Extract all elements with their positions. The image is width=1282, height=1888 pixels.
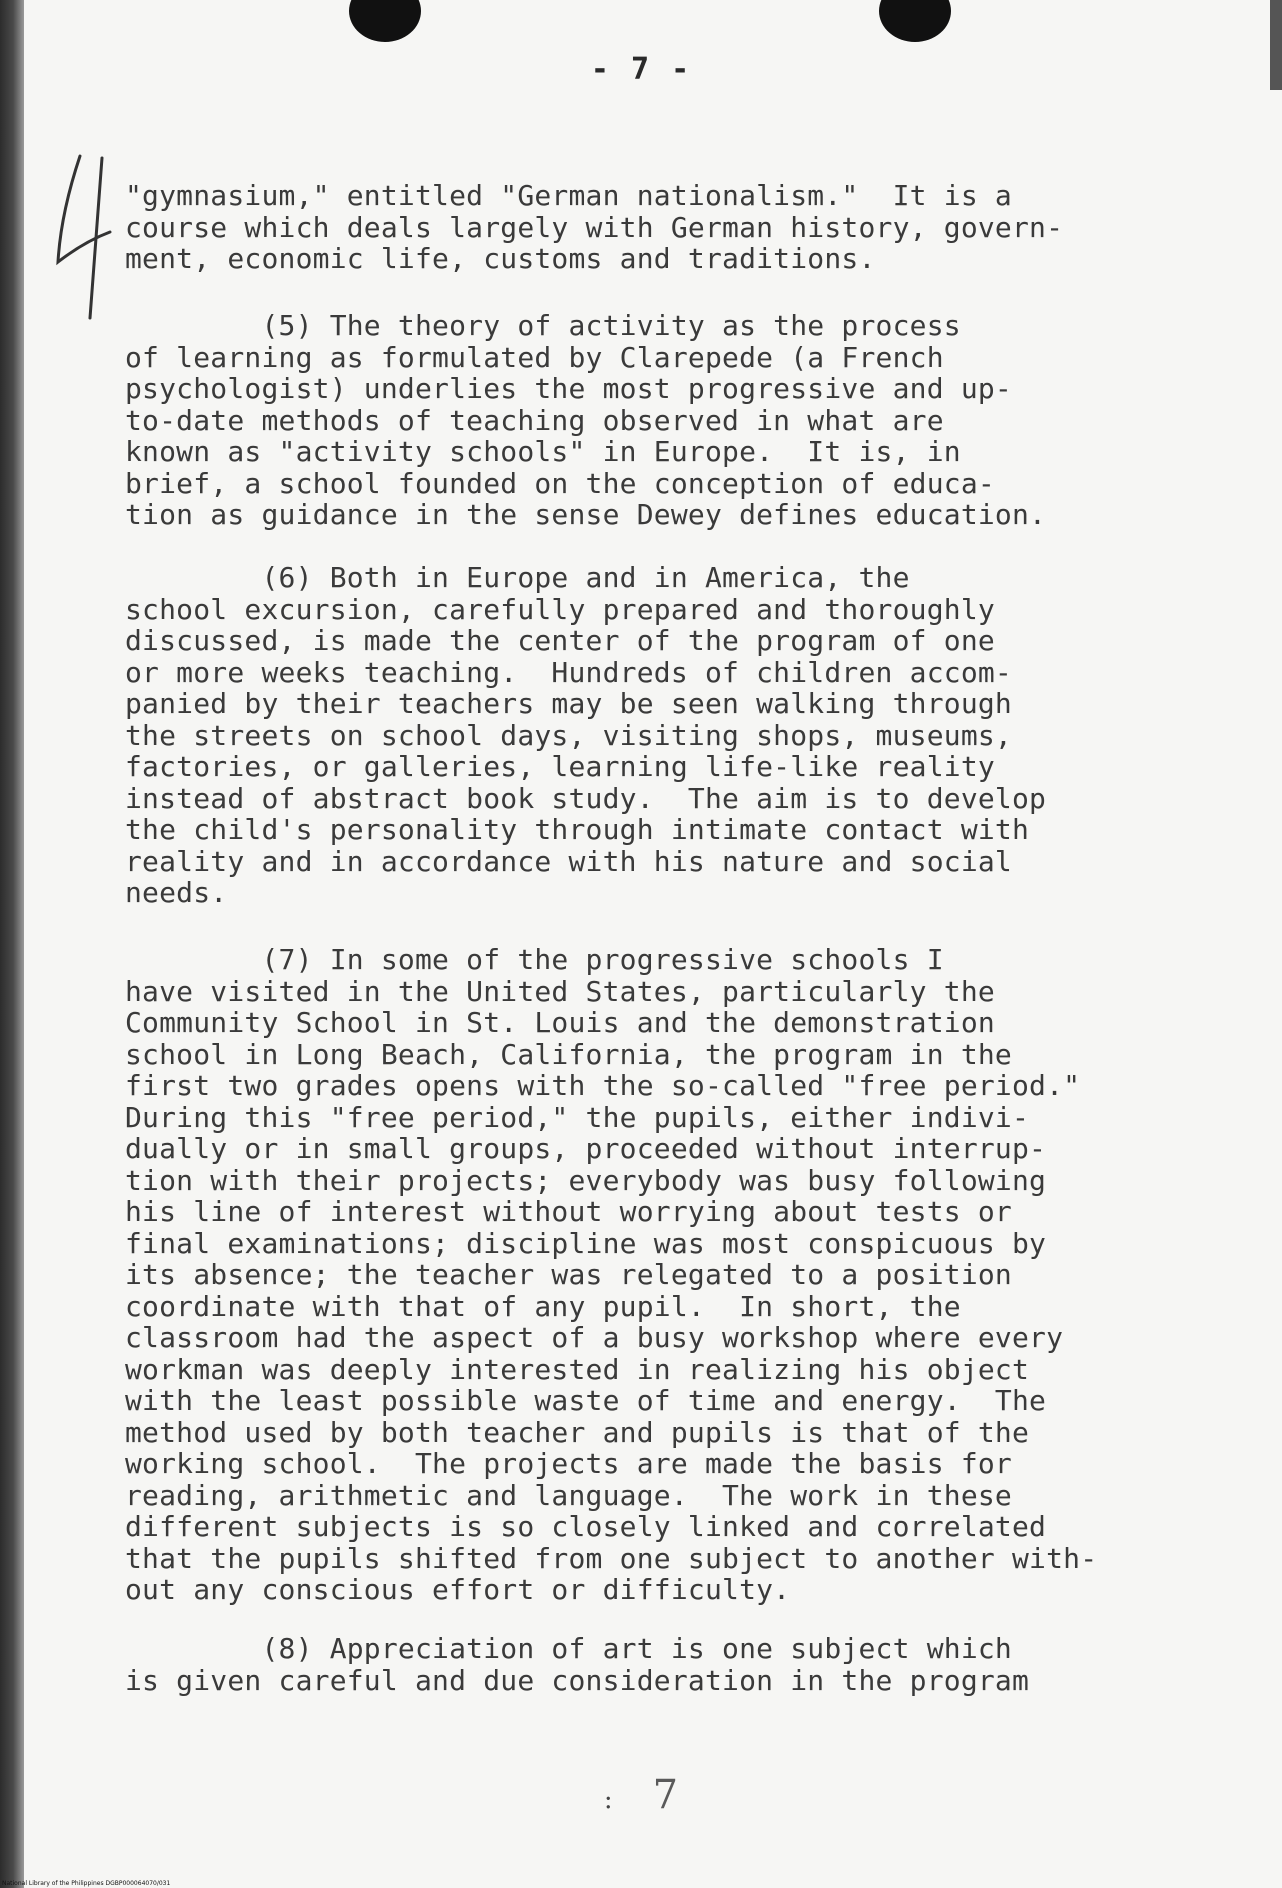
footer-page-number: 7 <box>652 1772 679 1818</box>
punch-hole-left <box>349 0 421 42</box>
archive-caption: National Library of the Philippines DGBP000064070/031 <box>2 1880 171 1887</box>
paragraph-5: (5) The theory of activity as the process of learning as formulated by Clarepede (a French psychologist) underlies the most progressive and up- to-date methods of teaching observed in what are known as "activity schools" in Europe. It is, in brief, a school founded on the conception of educa- tion as guidance in the sense Dewey defines education. <box>125 309 1047 531</box>
paragraph-8: (8) Appreciation of art is one subject which is given careful and due consideration in the program <box>125 1632 1030 1697</box>
paragraph-7: (7) In some of the progressive schools I have visited in the United States, particularly the Community School in St. Louis and the demonstration school in Long Beach, California, the program in the first two grades opens with the so-called "free period." During this "free period," the pupils, either indivi- dually or in small groups, proceeded without interrup- tion with their projects; everybody was busy following his line of interest without worrying about tests or final examinations; discipline was most conspicuous by its absence; the teacher was relegated to a position coordinate with that of any pupil. In short, the classroom had the aspect of a busy workshop where every workman was deeply interested in realizing his object with the least possible waste of time and energy. The method used by both teacher and pupils is that of the working school. The projects are made the basis for reading, arithmetic and language. The work in these different subjects is so closely linked and correlated that the pupils shifted from one subject to another with- out any conscious effort or difficulty. <box>125 943 1098 1606</box>
page-marker: - 7 - <box>590 52 692 87</box>
page-footer <box>0 1772 1282 1818</box>
binding-edge <box>0 0 24 1888</box>
footer-colon: : <box>603 1785 613 1815</box>
paragraph-continued: "gymnasium," entitled "German nationalism." It is a course which deals largely with German history, govern- ment, economic life, customs and traditions. <box>125 179 1064 275</box>
paragraph-6: (6) Both in Europe and in America, the school excursion, carefully prepared and thoroughly discussed, is made the center of the program of one or more weeks teaching. Hundreds of children accom- panied by their teachers may be seen walking through the streets on school days, visiting shops, museums, factories, or galleries, learning life-like reality instead of abstract book study. The aim is to develop the child's personality through intimate contact with reality and in accordance with his nature and social needs. <box>125 561 1047 909</box>
punch-hole-right <box>879 0 951 42</box>
